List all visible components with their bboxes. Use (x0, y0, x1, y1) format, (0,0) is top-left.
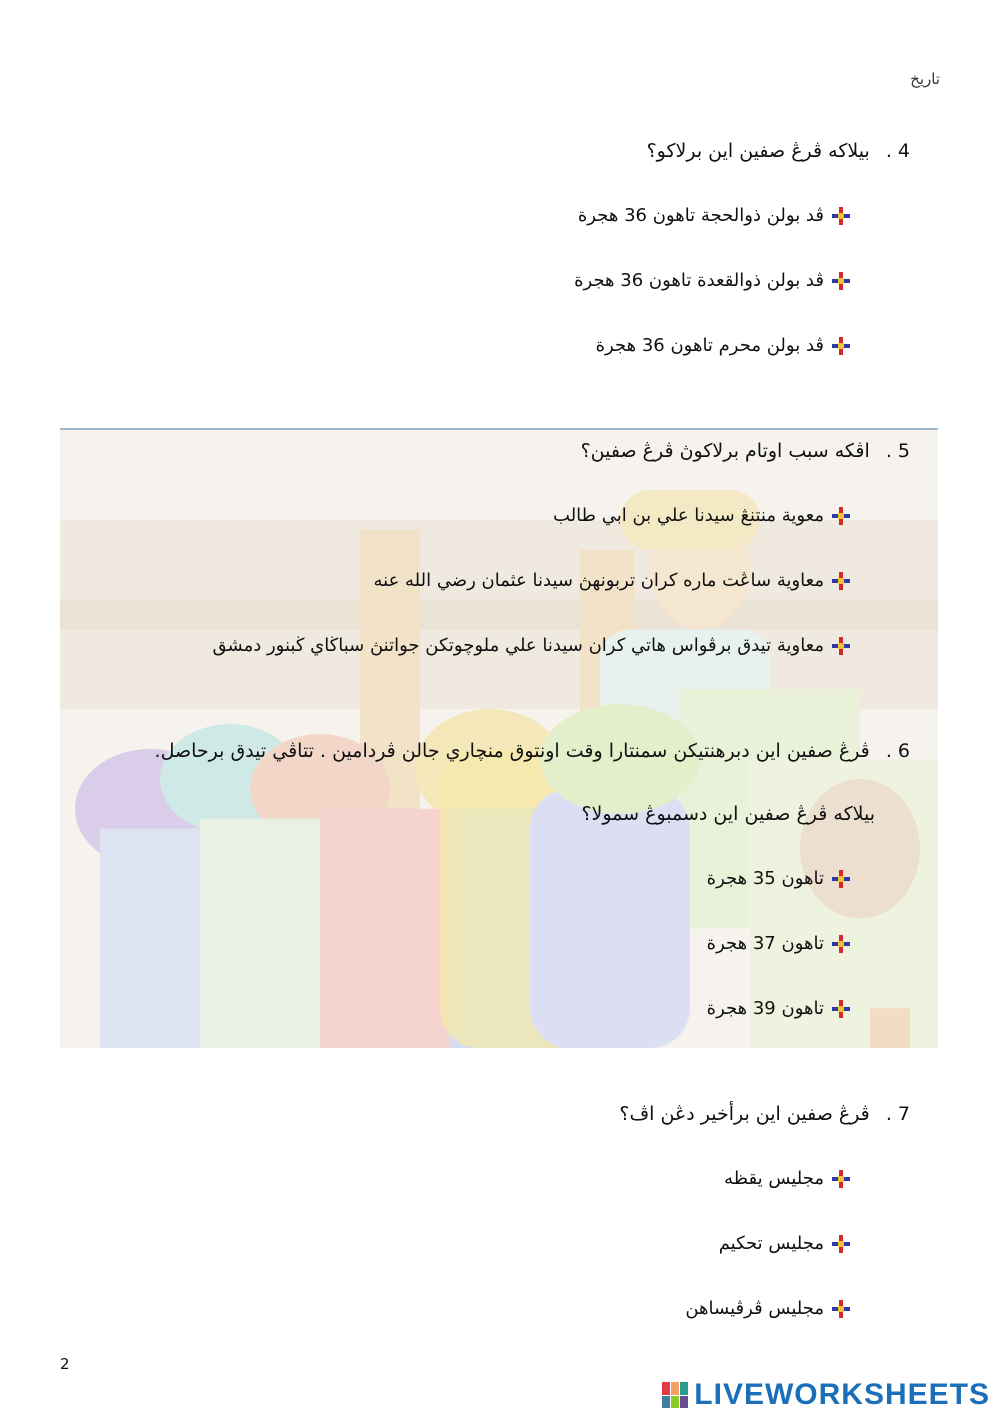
q5-option-2-text: معاوية ساڠت ماره كران تربونهڽ سيدنا عثمان رضي الله عنه (373, 570, 824, 591)
q4-option-2[interactable] (574, 270, 850, 291)
cross-bullet-icon (832, 1170, 850, 1188)
question-4 (647, 140, 910, 162)
q4-option-3[interactable] (596, 335, 850, 356)
q6-option-2-text: تاهون 37 هجرة (706, 933, 824, 954)
question-5-text: اڤكه سبب اوتام برلاكوڽ ڤرڠ صفين؟ (580, 440, 870, 462)
question-7-text: ڤرڠ صفين اين برأخير دڠن اڤ؟ (619, 1103, 870, 1125)
question-4-number: 4 . (885, 140, 910, 162)
q6-option-3-text: تاهون 39 هجرة (706, 998, 824, 1019)
cross-bullet-icon (832, 337, 850, 355)
q7-option-1[interactable] (724, 1168, 850, 1189)
cross-bullet-icon (832, 935, 850, 953)
q6-option-1-text: تاهون 35 هجرة (706, 868, 824, 889)
cross-bullet-icon (832, 1300, 850, 1318)
q5-option-2[interactable] (373, 570, 850, 591)
subject-header: تاريخ (910, 70, 940, 88)
q4-option-3-text: ڤد بولن محرم تاهون 36 هجرة (595, 335, 824, 356)
q7-option-2-text: مجليس تحكيم (718, 1233, 824, 1254)
cross-bullet-icon (832, 1235, 850, 1253)
question-6 (155, 740, 910, 762)
cross-bullet-icon (832, 870, 850, 888)
question-6-number: 6 . (885, 740, 910, 762)
q4-option-1[interactable] (578, 205, 850, 226)
cross-bullet-icon (832, 207, 850, 225)
q6-option-2[interactable] (707, 933, 850, 954)
cross-bullet-icon (832, 507, 850, 525)
question-4-text: بيلاكه ڤرڠ صفين اين برلاكو؟ (646, 140, 870, 162)
cross-bullet-icon (832, 637, 850, 655)
cross-bullet-icon (832, 1000, 850, 1018)
question-6-subtext: بيلاكه ڤرڠ صفين اين دسمبوڠ سمولا؟ (581, 803, 875, 825)
q6-option-3[interactable] (707, 998, 850, 1019)
brand-name: LIVEWORKSHEETS (694, 1378, 990, 1411)
q5-option-1-text: معوية منتنڠ سيدنا علي بن ابي طالب (553, 505, 824, 526)
cross-bullet-icon (832, 272, 850, 290)
q7-option-3[interactable] (685, 1298, 850, 1319)
liveworksheets-logo-icon (662, 1382, 688, 1408)
question-6-text: ڤرڠ صفين اين دبرهنتيكن سمنتارا وقت اونتوق منچاري جالن ڤردامين . تتاڤي تيدق برحاصل. (154, 740, 870, 762)
question-5-number: 5 . (885, 440, 910, 462)
q7-option-2[interactable] (719, 1233, 850, 1254)
q7-option-3-text: مجليس ڤرڤيساهن (685, 1298, 824, 1319)
liveworksheets-logo[interactable] (662, 1378, 990, 1412)
question-7-number: 7 . (885, 1103, 910, 1125)
q4-option-1-text: ڤد بولن ذوالحجة تاهون 36 هجرة (577, 205, 824, 226)
q6-option-1[interactable] (707, 868, 850, 889)
question-5 (581, 440, 910, 462)
q4-option-2-text: ڤد بولن ذوالقعدة تاهون 36 هجرة (574, 270, 824, 291)
q7-option-1-text: مجليس يقظه (724, 1168, 824, 1189)
q5-option-1[interactable] (553, 505, 850, 526)
q5-option-3-text: معاوية تيدق برڤواس هاتي كران سيدنا علي ملوچوتكن جواتنڽ سباڬاي ڬبنور دمشق (212, 635, 824, 656)
page-number: 2 (60, 1355, 70, 1373)
question-7 (619, 1103, 910, 1125)
cross-bullet-icon (832, 572, 850, 590)
q5-option-3[interactable] (213, 635, 850, 656)
